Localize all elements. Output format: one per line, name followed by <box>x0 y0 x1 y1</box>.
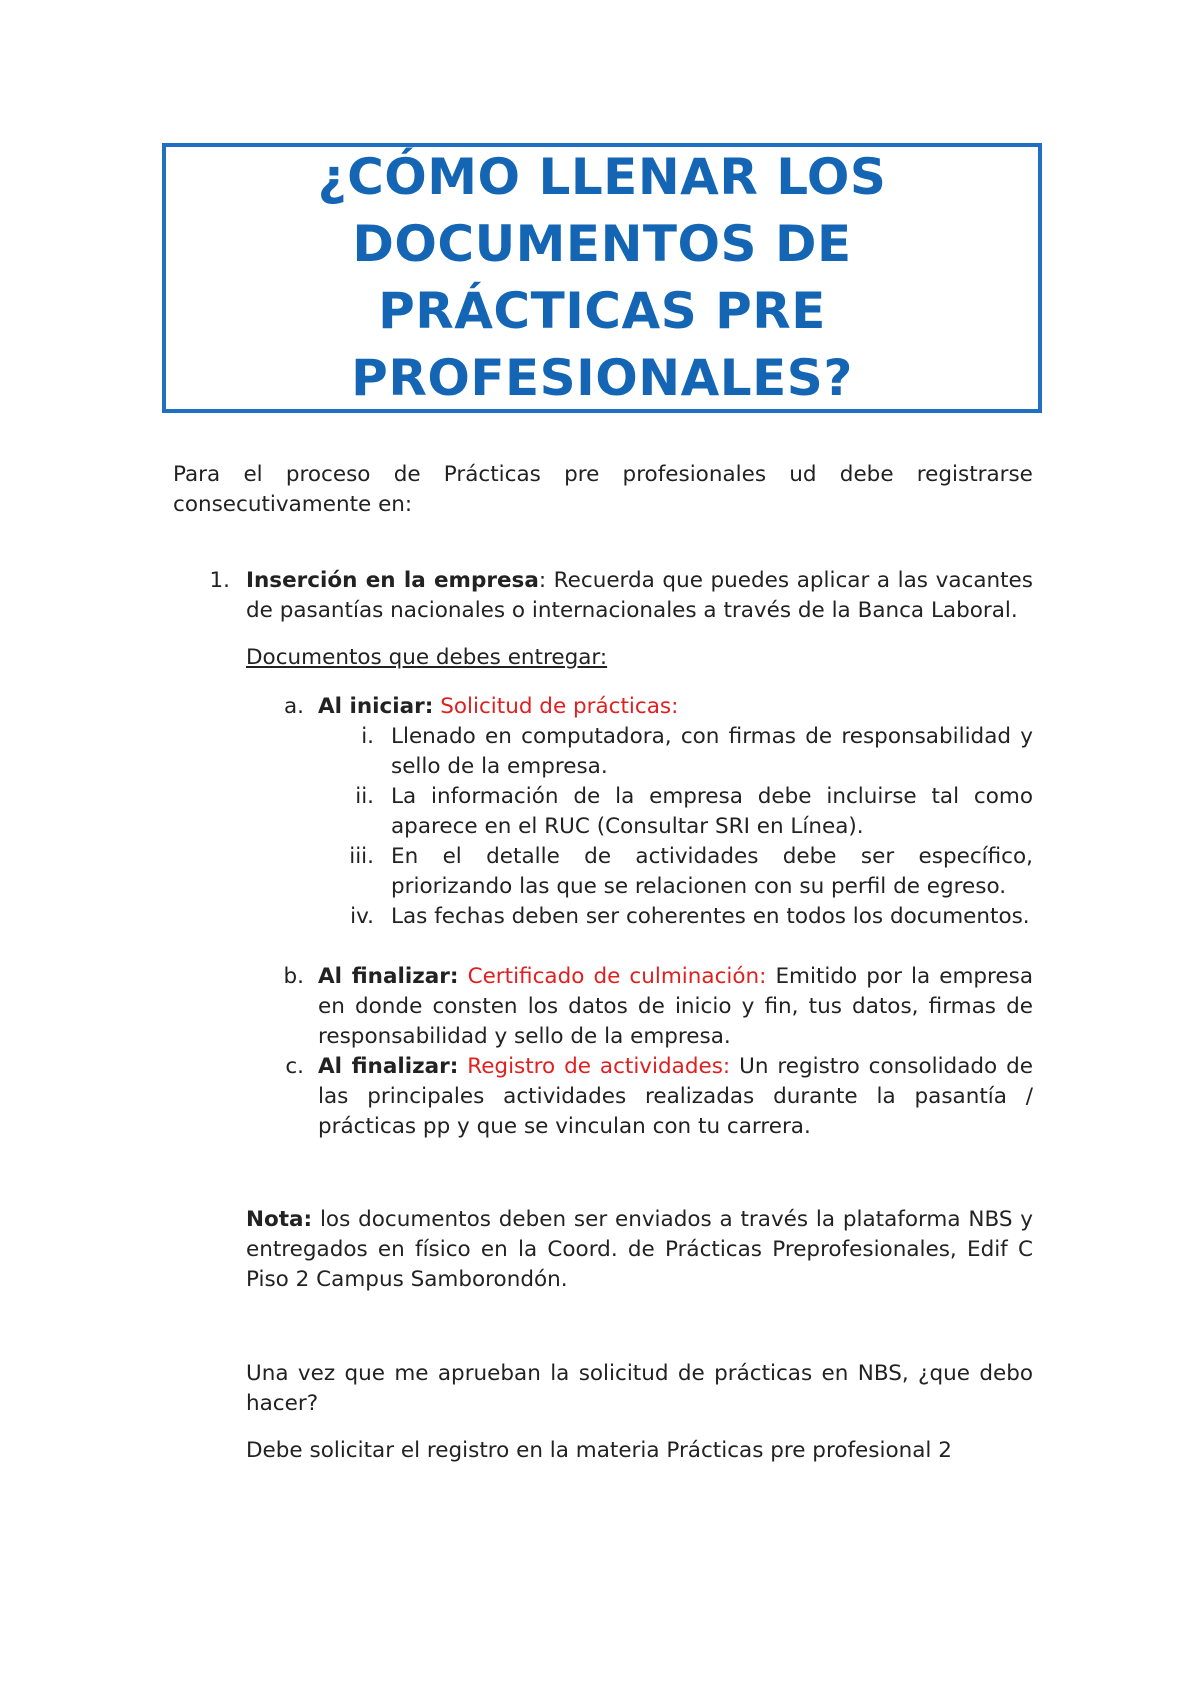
subitem-iv-marker: iv. <box>350 904 374 929</box>
section-1-text: : Recuerda que puedes aplicar a las vacantes de pasantías nacionales o internacionales a través de la Banca Laboral. <box>246 568 1033 623</box>
section-1-paragraph <box>246 566 1033 626</box>
item-b-document: Certificado de culminación: <box>467 964 767 989</box>
documents-label: Documentos que debes entregar: <box>246 645 608 670</box>
section-1-heading: Inserción en la empresa <box>246 568 539 593</box>
item-c-document: Registro de actividades: <box>467 1054 731 1079</box>
intro-word: de <box>393 462 421 487</box>
intro-word: el <box>243 462 263 487</box>
title-box <box>162 143 1042 413</box>
intro-word: pre <box>564 462 600 487</box>
title-line-4: PROFESIONALES? <box>351 349 853 407</box>
intro-word: ud <box>789 462 817 487</box>
item-c-text: Un registro consolidado de las principales actividades realizadas durante la pasantía / prácticas pp y que se vinculan con tu carrera. <box>318 1054 1033 1139</box>
note-text: los documentos deben ser enviados a través la plataforma NBS y entregados en físico en la Coord. de Prácticas Preprofesionales, Edif C Piso 2 Campus Samborondón. <box>246 1207 1033 1292</box>
subitem-iii-text: En el detalle de actividades debe ser específico, priorizando las que se relacionen con su perfil de egreso. <box>391 844 1033 899</box>
title-line-3: PRÁCTICAS PRE <box>378 282 826 340</box>
intro-word: Prácticas <box>443 462 541 487</box>
item-b-paragraph <box>318 962 1033 1052</box>
intro-line-1 <box>173 460 1033 490</box>
intro-word: proceso <box>285 462 371 487</box>
intro-word: profesionales <box>622 462 767 487</box>
item-c-paragraph <box>318 1052 1033 1142</box>
item-a-label: Al iniciar: <box>318 694 434 719</box>
intro-word: debe <box>839 462 894 487</box>
intro-word: Para <box>173 462 221 487</box>
item-c-marker: c. <box>285 1054 304 1079</box>
item-a-marker: a. <box>283 694 304 719</box>
item-b-text: Emitido por la empresa en donde consten los datos de inicio y fin, tus datos, firmas de responsabilidad y sello de la empresa. <box>318 964 1034 1049</box>
subitem-iv-text: Las fechas deben ser coherentes en todos los documentos. <box>391 904 1030 929</box>
section-1-number: 1. <box>209 568 230 593</box>
item-b-marker: b. <box>283 964 304 989</box>
subitem-iii-marker: iii. <box>349 844 374 869</box>
intro-line-2: consecutivamente en: <box>173 492 413 517</box>
intro-word: registrarse <box>916 462 1033 487</box>
item-a-heading <box>318 692 1033 722</box>
answer-paragraph: Debe solicitar el registro en la materia Prácticas pre profesional 2 <box>246 1438 952 1463</box>
question-paragraph: Una vez que me aprueban la solicitud de prácticas en NBS, ¿que debo hacer? <box>246 1361 1033 1416</box>
item-c-label: Al finalizar: <box>318 1054 459 1079</box>
note-label: Nota: <box>246 1207 313 1232</box>
subitem-i-marker: i. <box>361 724 374 749</box>
item-a-document: Solicitud de prácticas: <box>440 694 679 719</box>
subitem-ii-marker: ii. <box>355 784 374 809</box>
item-b-label: Al finalizar: <box>318 964 459 989</box>
note-paragraph <box>246 1205 1033 1295</box>
subitem-i-text: Llenado en computadora, con firmas de responsabilidad y sello de la empresa. <box>391 724 1033 779</box>
subitem-ii-text: La información de la empresa debe incluirse tal como aparece en el RUC (Consultar SRI en Línea). <box>391 784 1033 839</box>
title-line-2: DOCUMENTOS DE <box>352 215 852 273</box>
title-line-1: ¿CÓMO LLENAR LOS <box>317 148 887 206</box>
